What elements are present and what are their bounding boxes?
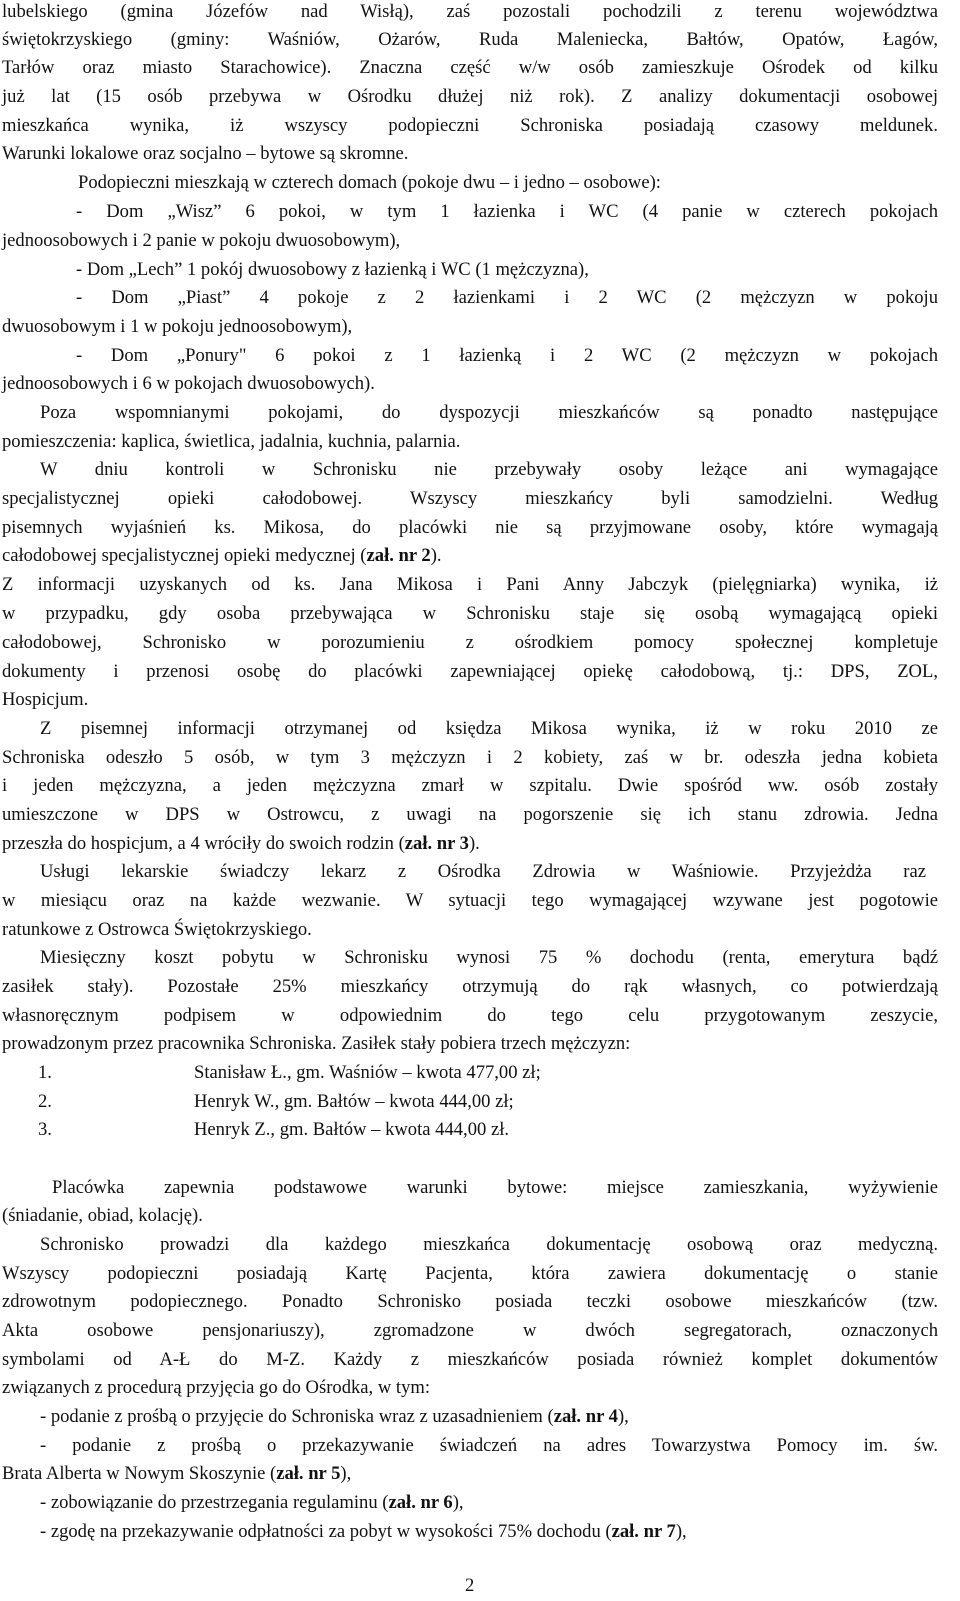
text-fragment: - zgodę na przekazywanie odpłatności za pobyt w wysokości 75% dochodu ( xyxy=(40,1521,612,1542)
text-fragment: ), xyxy=(675,1521,687,1542)
text-line: (śniadanie, obiad, kolację). xyxy=(2,1205,203,1226)
text-line: dokumenty i przenosi osobę do placówki zapewniającej opiekę całodobową, tj.: DPS, ZOL, xyxy=(2,661,938,682)
attachment-ref: zał. nr 4 xyxy=(553,1406,618,1427)
text-line xyxy=(2,1460,351,1489)
text-line: umieszczone w DPS w Ostrowcu, z uwagi na pogorszenie się ich stanu zdrowia. Jedna xyxy=(2,804,938,825)
text-line: związanych z procedurą przyjęcia go do Ośrodka, w tym: xyxy=(2,1377,431,1398)
text-line: - Dom „Ponury" 6 pokoi z 1 łazienką i 2 WC (2 mężczyzn w pokojach xyxy=(76,345,938,366)
text-line: Schroniska odeszło 5 osób, w tym 3 mężczyzn i 2 kobiety, zaś w br. odeszła jedna kobieta xyxy=(2,747,938,768)
text-line: Miesięczny koszt pobytu w Schronisku wynosi 75 % dochodu (renta, emerytura bądź xyxy=(40,947,938,968)
text-line: Wszyscy podopieczni posiadają Kartę Pacjenta, która zawiera dokumentację o stanie xyxy=(2,1263,938,1284)
text-fragment: - zobowiązanie do przestrzegania regulaminu ( xyxy=(40,1492,389,1513)
list-item-text: Henryk Z., gm. Bałtów – kwota 444,00 zł. xyxy=(194,1119,510,1140)
text-line: ratunkowe z Ostrowca Świętokrzyskiego. xyxy=(2,919,312,940)
text-line: w miesiącu oraz na każde wezwanie. W sytuacji tego wymagającej wzywane jest pogotowie xyxy=(2,890,938,911)
text-fragment: ), xyxy=(340,1463,352,1484)
text-line: prowadzonym przez pracownika Schroniska. Zasiłek stały pobiera trzech mężczyzn: xyxy=(2,1033,631,1054)
attachment-ref: zał. nr 3 xyxy=(404,833,469,854)
text-line: symbolami od A-Ł do M-Z. Każdy z mieszkańców posiada również komplet dokumentów xyxy=(2,1349,938,1370)
text-line: Tarłów oraz miasto Starachowice). Znaczna część w/w osób zamieszkuje Ośrodek od kilku xyxy=(2,57,938,78)
text-line: lubelskiego (gmina Józefów nad Wisłą), zaś pozostali pochodzili z terenu województwa xyxy=(2,1,938,22)
list-item-number: 2. xyxy=(38,1091,52,1112)
list-item xyxy=(0,1116,960,1145)
text-fragment: całodobowej specjalistycznej opieki medycznej ( xyxy=(2,545,367,566)
list-item xyxy=(0,1059,960,1088)
text-line xyxy=(40,1518,687,1547)
text-line xyxy=(40,1403,629,1432)
text-line: całodobowej, Schronisko w porozumieniu z ośrodkiem pomocy społecznej kompletuje xyxy=(2,632,938,653)
text-fragment: ). xyxy=(430,545,442,566)
page-number: 2 xyxy=(465,1575,475,1596)
list-item-text: Stanisław Ł., gm. Waśniów – kwota 477,00 zł; xyxy=(194,1062,541,1083)
text-line: Akta osobowe pensjonariuszy), zgromadzone w dwóch segregatorach, oznaczonych xyxy=(2,1320,938,1341)
list-item-text: Henryk W., gm. Bałtów – kwota 444,00 zł; xyxy=(194,1091,514,1112)
text-line xyxy=(40,1489,464,1518)
text-line: zasiłek stały). Pozostałe 25% mieszkańcy otrzymują do rąk własnych, co potwierdzają xyxy=(2,976,938,997)
text-line: Podopieczni mieszkają w czterech domach (pokoje dwu – i jedno – osobowe): xyxy=(78,172,661,193)
text-line: Warunki lokalowe oraz socjalno – bytowe są skromne. xyxy=(2,143,409,164)
list-item xyxy=(0,1088,960,1117)
text-line: Placówka zapewnia podstawowe warunki bytowe: miejsce zamieszkania, wyżywienie xyxy=(52,1177,938,1198)
text-line: Z pisemnej informacji otrzymanej od księdza Mikosa wynika, iż w roku 2010 ze xyxy=(40,718,938,739)
list-item-number: 3. xyxy=(38,1119,52,1140)
text-fragment: ), xyxy=(452,1492,464,1513)
text-line: świętokrzyskiego (gminy: Waśniów, Ożarów, Ruda Maleniecka, Bałtów, Opatów, Łagów, xyxy=(2,29,938,50)
text-line: Poza wspomnianymi pokojami, do dyspozycji mieszkańców są ponadto następujące xyxy=(40,402,938,423)
attachment-ref: zał. nr 5 xyxy=(276,1463,341,1484)
text-line: pisemnych wyjaśnień ks. Mikosa, do placówki nie są przyjmowane osoby, które wymagają xyxy=(2,517,938,538)
text-line: zdrowotnym podopiecznego. Ponadto Schronisko posiada teczki osobowe mieszkańców (tzw. xyxy=(2,1291,938,1312)
text-line: specjalistycznej opieki całodobowej. Wszyscy mieszkańcy byli samodzielni. Według xyxy=(2,488,938,509)
text-fragment: ). xyxy=(468,833,480,854)
text-fragment: ), xyxy=(617,1406,629,1427)
text-fragment: przeszła do hospicjum, a 4 wróciły do swoich rodzin ( xyxy=(2,833,405,854)
text-line: - Dom „Piast” 4 pokoje z 2 łazienkami i 2 WC (2 mężczyzn w pokoju xyxy=(76,287,938,308)
text-line: jednoosobowych i 6 w pokojach dwuosobowych). xyxy=(2,373,375,394)
text-line xyxy=(2,830,480,859)
attachment-ref: zał. nr 7 xyxy=(611,1521,676,1542)
text-line: Z informacji uzyskanych od ks. Jana Mikosa i Pani Anny Jabczyk (pielęgniarka) wynika, iż xyxy=(2,574,938,595)
text-line: - Dom „Lech” 1 pokój dwuosobowy z łazienką i WC (1 mężczyzna), xyxy=(76,259,589,280)
text-line: w przypadku, gdy osoba przebywająca w Schronisku staje się osobą wymagającą opieki xyxy=(2,603,938,624)
text-line: jednoosobowych i 2 panie w pokoju dwuosobowym), xyxy=(2,230,401,251)
text-line: Usługi lekarskie świadczy lekarz z Ośrodka Zdrowia w Waśniowie. Przyjeżdża raz xyxy=(40,861,926,882)
text-line xyxy=(2,542,442,571)
text-fragment: - podanie z prośbą o przyjęcie do Schroniska wraz z uzasadnieniem ( xyxy=(40,1406,554,1427)
text-line: dwuosobowym i 1 w pokoju jednoosobowym), xyxy=(2,316,353,337)
text-line: własnoręcznym podpisem w odpowiednim do tego celu przygotowanym zeszycie, xyxy=(2,1005,938,1026)
text-line: - Dom „Wisz” 6 pokoi, w tym 1 łazienka i WC (4 panie w czterech pokojach xyxy=(76,201,938,222)
text-fragment: Brata Alberta w Nowym Skoszynie ( xyxy=(2,1463,277,1484)
text-line: i jeden mężczyzna, a jeden mężczyzna zmarł w szpitalu. Dwie spośród ww. osób zostały xyxy=(2,775,938,796)
list-item-number: 1. xyxy=(38,1062,52,1083)
text-line: Schronisko prowadzi dla każdego mieszkańca dokumentację osobową oraz medyczną. xyxy=(40,1234,938,1255)
text-line: W dniu kontroli w Schronisku nie przebywały osoby leżące ani wymagające xyxy=(40,459,938,480)
attachment-ref: zał. nr 6 xyxy=(388,1492,453,1513)
text-line: - podanie z prośbą o przekazywanie świadczeń na adres Towarzystwa Pomocy im. św. xyxy=(40,1435,938,1456)
text-line: pomieszczenia: kaplica, świetlica, jadalnia, kuchnia, palarnia. xyxy=(2,431,461,452)
attachment-ref: zał. nr 2 xyxy=(366,545,431,566)
text-line: mieszkańca wynika, iż wszyscy podopieczni Schroniska posiadają czasowy meldunek. xyxy=(2,115,938,136)
text-line: już lat (15 osób przebywa w Ośrodku dłużej niż rok). Z analizy dokumentacji osobowej xyxy=(2,86,938,107)
text-line: Hospicjum. xyxy=(2,689,89,710)
